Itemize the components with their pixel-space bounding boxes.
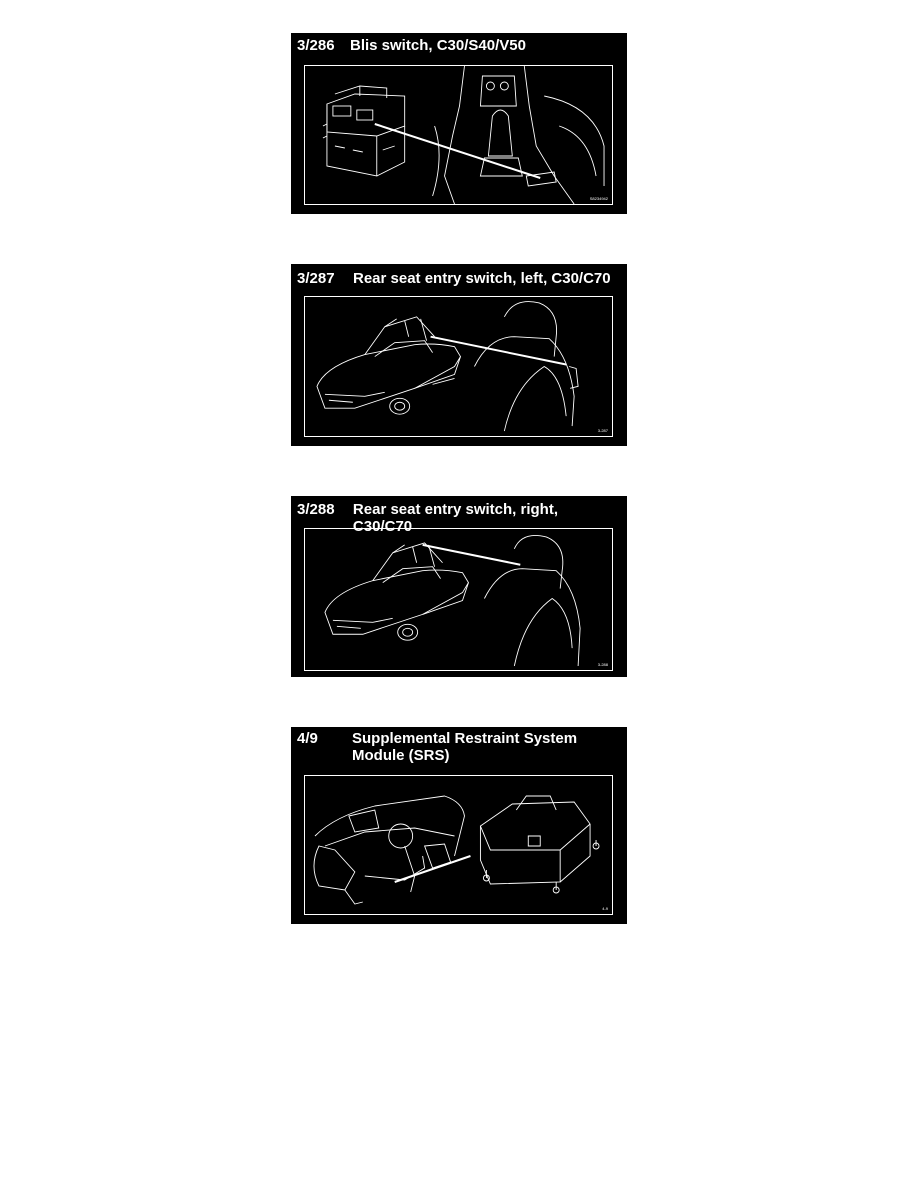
- figure-code: 3/287: [297, 270, 335, 287]
- figure-label: Rear seat entry switch, left, C30/C70: [353, 270, 611, 287]
- car-seat-illustration: [305, 297, 612, 436]
- figure-label: Supplemental Restraint System Module (SRS): [352, 730, 578, 764]
- car-seat-illustration: [305, 529, 612, 670]
- figure-illustration: [304, 775, 613, 915]
- figure-title: [297, 730, 621, 764]
- figure-illustration: [304, 296, 613, 437]
- srs-module-illustration: [305, 776, 612, 914]
- figure-reference: S8234942: [589, 196, 608, 201]
- figure-title: [297, 37, 621, 54]
- figure-title: [297, 270, 621, 287]
- figure-illustration: [304, 528, 613, 671]
- figure-label: Blis switch, C30/S40/V50: [350, 37, 526, 54]
- figure-label: Rear seat entry switch, right, C30/C70: [352, 501, 558, 535]
- figure-illustration: [304, 65, 613, 205]
- figure-code: 4/9: [297, 730, 318, 747]
- figure-reference: 3-287: [597, 428, 608, 433]
- component-figure-3-287: [291, 264, 627, 446]
- component-figure-4-9: [291, 727, 627, 924]
- component-figure-3-286: [291, 33, 627, 214]
- figure-code: 3/286: [297, 37, 335, 54]
- switch-location-illustration: [305, 66, 612, 204]
- figure-code: 3/288: [297, 501, 335, 518]
- component-figure-3-288: [291, 496, 627, 677]
- figure-reference: 3-288: [597, 662, 608, 667]
- figure-reference: 4-9: [602, 906, 608, 911]
